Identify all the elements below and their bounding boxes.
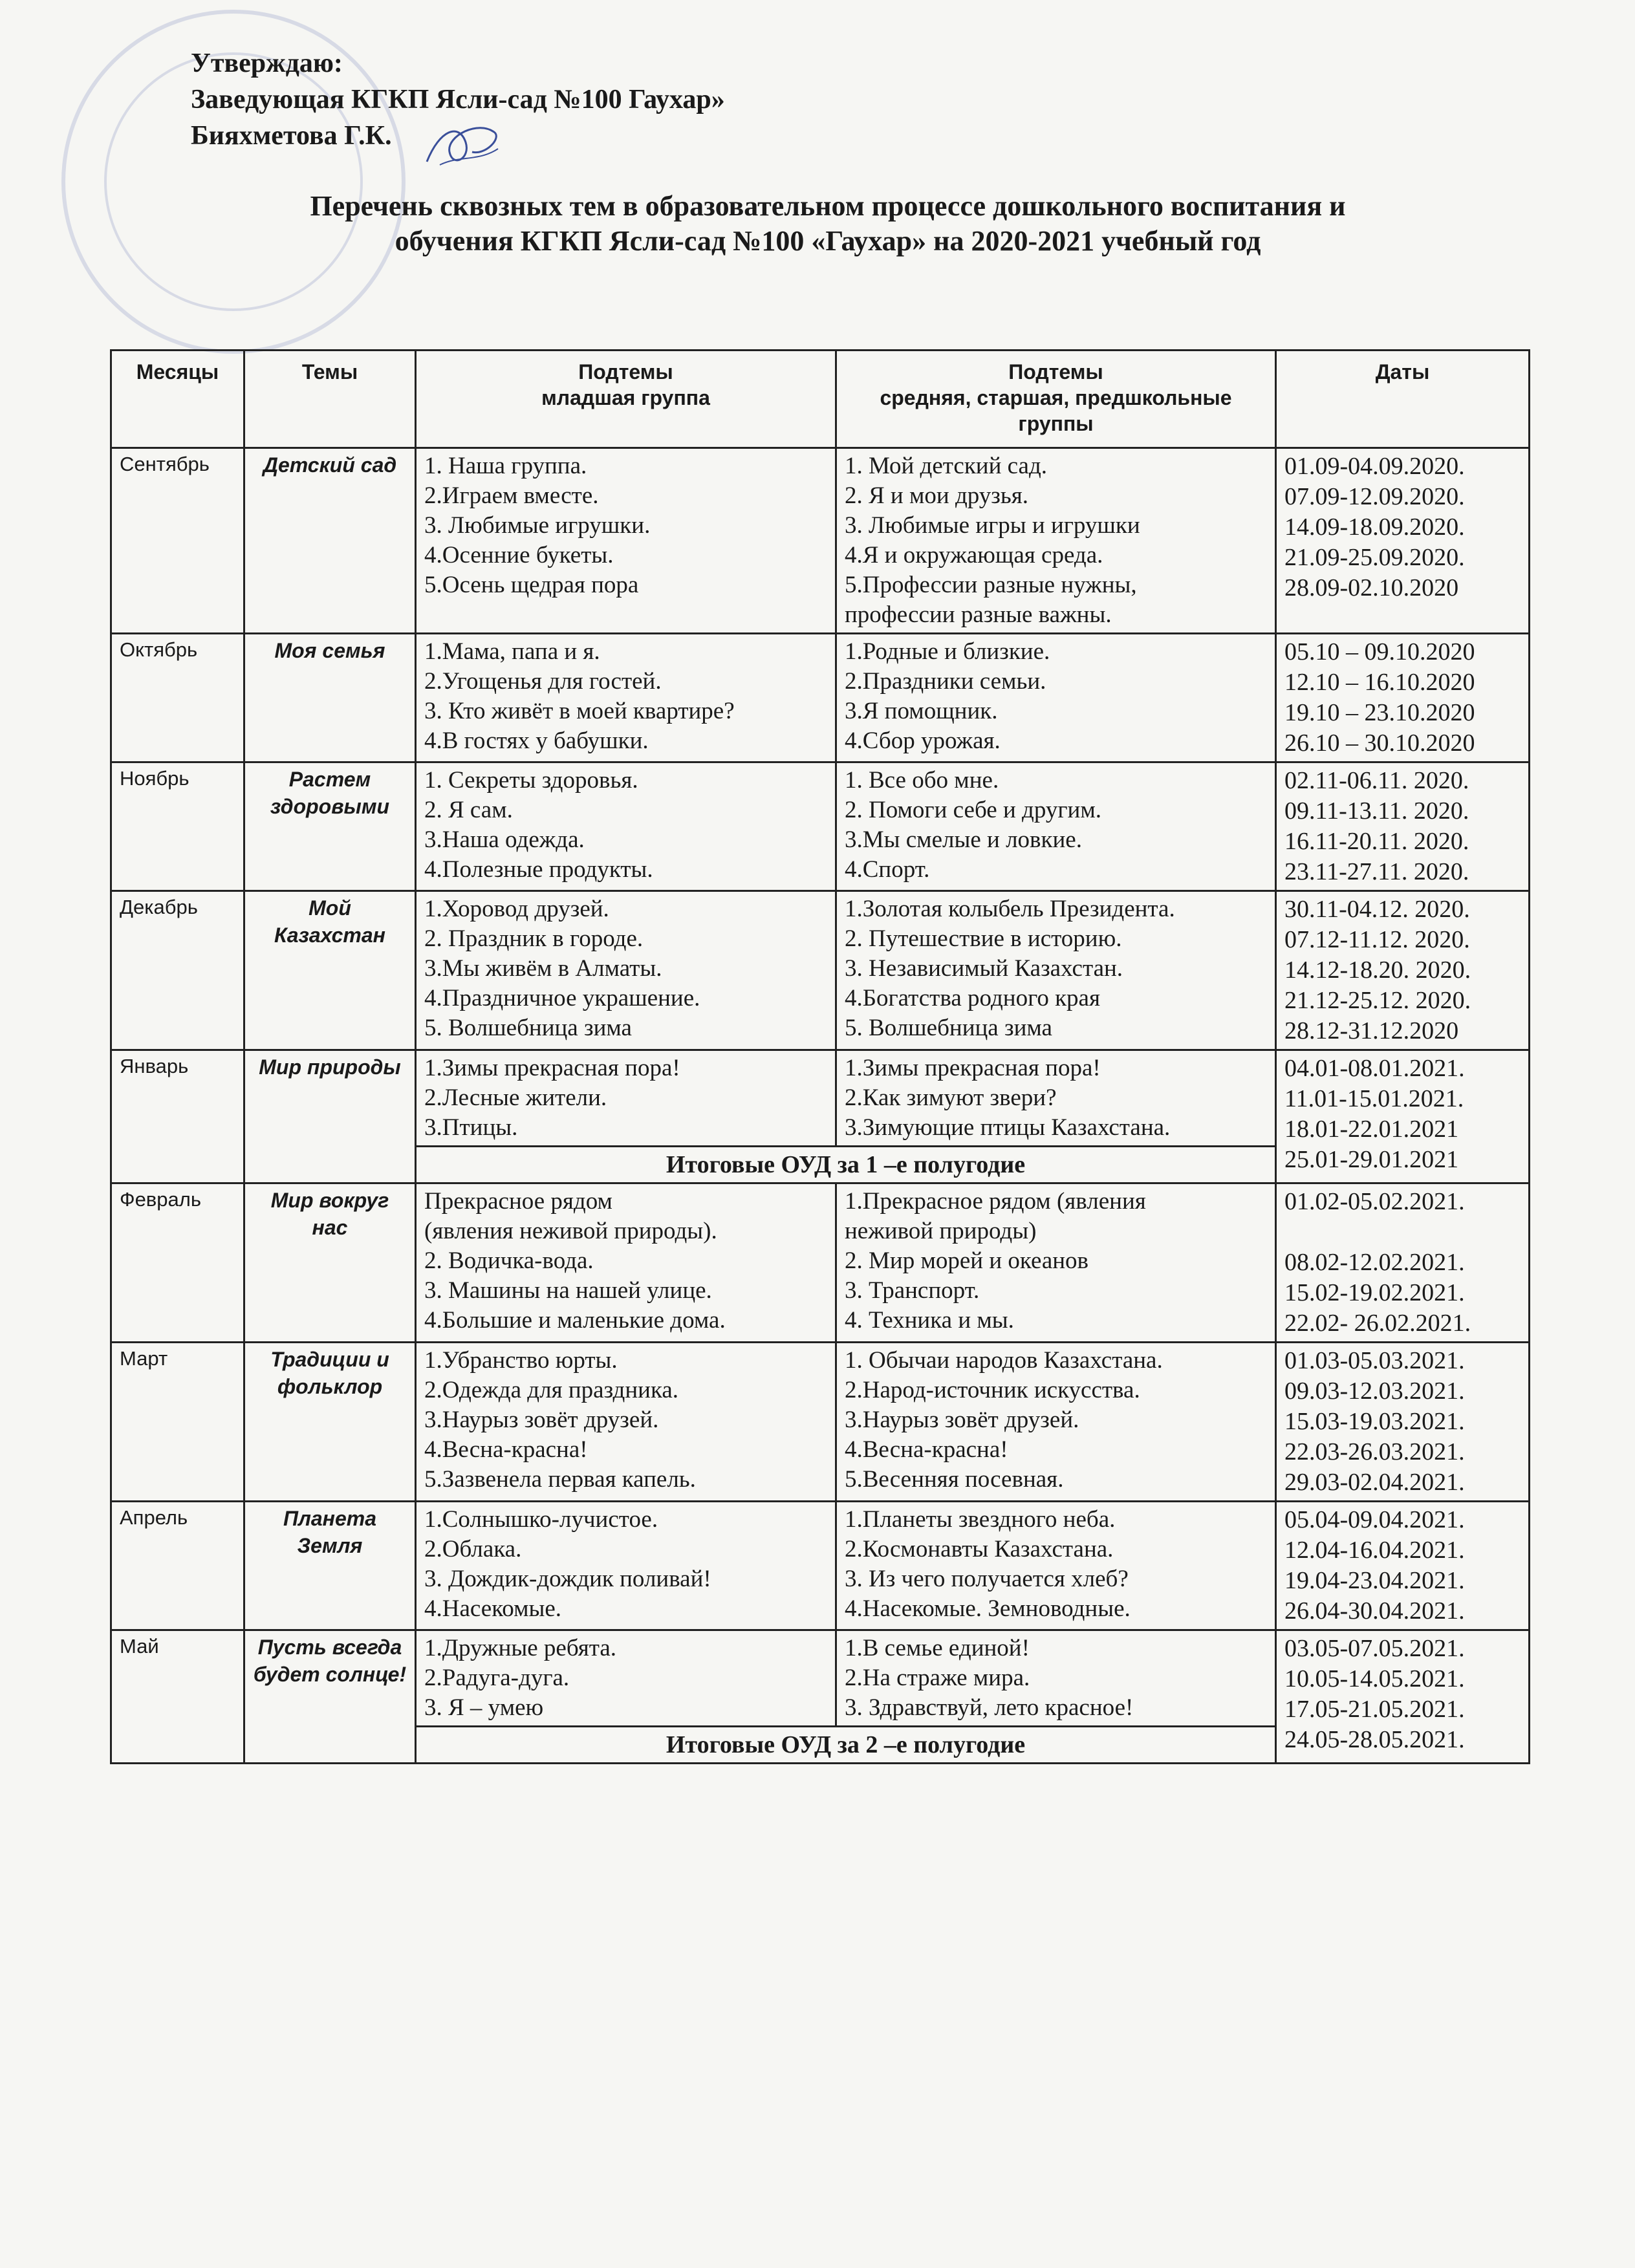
junior-subtopic: 2. Праздник в городе. <box>424 925 644 952</box>
junior-subtopic: 2.Облака. <box>424 1536 522 1562</box>
dates-cell <box>1276 1183 1530 1343</box>
date-range: 18.01-22.01.2021 <box>1284 1116 1459 1143</box>
senior-subtopic: 1. Все обо мне. <box>845 767 999 794</box>
junior-subtopic: 4.В гостях у бабушки. <box>424 728 649 754</box>
senior-subtopic: 2. Я и мои друзья. <box>845 482 1029 509</box>
junior-subtopic: 2. Я сам. <box>424 797 513 823</box>
table-row <box>111 1343 1530 1502</box>
junior-subtopic: 3. Любимые игрушки. <box>424 512 651 539</box>
date-range: 28.09-02.10.2020 <box>1284 574 1459 601</box>
senior-subtopic: 3.Зимующие птицы Казахстана. <box>845 1114 1171 1141</box>
header-senior-line-2: средняя, старшая, предшкольные группы <box>880 386 1232 435</box>
senior-subtopic: 5.Весенняя посевная. <box>845 1466 1064 1493</box>
junior-subtopics-cell <box>416 1050 836 1147</box>
junior-subtopic: 2. Водичка-вода. <box>424 1247 594 1274</box>
header-themes: Темы <box>244 351 416 448</box>
senior-subtopic: профессии разные важны. <box>845 601 1112 628</box>
junior-subtopic: 1.Мама, папа и я. <box>424 638 600 665</box>
date-range: 28.12-31.12.2020 <box>1284 1017 1459 1044</box>
junior-subtopic: 3. Кто живёт в моей квартире? <box>424 698 735 724</box>
senior-subtopic: 2.Космонавты Казахстана. <box>845 1536 1114 1562</box>
table-row <box>111 1050 1530 1147</box>
date-range: 05.04-09.04.2021. <box>1284 1506 1465 1533</box>
junior-subtopic: 5.Осень щедрая пора <box>424 572 639 598</box>
junior-subtopic: 4.Насекомые. <box>424 1595 562 1622</box>
junior-subtopic: 1.Убранство юрты. <box>424 1347 618 1374</box>
approve-line-1: Утверждаю: <box>191 49 343 78</box>
document-title <box>194 189 1462 259</box>
theme-cell: Моя семья <box>244 634 416 762</box>
senior-subtopics-cell <box>836 1183 1276 1343</box>
date-range: 05.10 – 09.10.2020 <box>1284 638 1475 665</box>
month-cell: Март <box>111 1343 244 1502</box>
theme-cell: Мир вокруг нас <box>244 1183 416 1343</box>
senior-subtopics-cell <box>836 1050 1276 1147</box>
date-range: 17.05-21.05.2021. <box>1284 1696 1465 1723</box>
senior-subtopics-cell <box>836 1343 1276 1502</box>
senior-subtopic: 2.Народ-источник искусства. <box>845 1377 1140 1403</box>
theme-cell: Традиции и фольклор <box>244 1343 416 1502</box>
junior-subtopic: 4.Весна-красна! <box>424 1436 588 1463</box>
month-cell: Январь <box>111 1050 244 1183</box>
date-range: 24.05-28.05.2021. <box>1284 1726 1465 1753</box>
date-range: 26.10 – 30.10.2020 <box>1284 729 1475 757</box>
dates-cell <box>1276 634 1530 762</box>
date-range: 07.12-11.12. 2020. <box>1284 926 1470 953</box>
table-row <box>111 1502 1530 1630</box>
date-range: 19.04-23.04.2021. <box>1284 1567 1465 1594</box>
table-row <box>111 634 1530 762</box>
junior-subtopics-cell <box>416 1183 836 1343</box>
junior-subtopic: (явления неживой природы). <box>424 1218 717 1244</box>
date-range: 01.09-04.09.2020. <box>1284 453 1465 480</box>
senior-subtopic: 1. Обычаи народов Казахстана. <box>845 1347 1163 1374</box>
junior-subtopic: 1. Секреты здоровья. <box>424 767 638 794</box>
senior-subtopics-cell <box>836 1502 1276 1630</box>
table-row <box>111 1630 1530 1727</box>
header-junior-line-1: Подтемы <box>578 360 673 383</box>
junior-subtopic: 3.Мы живём в Алматы. <box>424 955 662 982</box>
date-range: 16.11-20.11. 2020. <box>1284 828 1469 855</box>
date-range: 30.11-04.12. 2020. <box>1284 896 1470 923</box>
dates-cell <box>1276 1050 1530 1183</box>
table-row <box>111 1183 1530 1343</box>
senior-subtopic: 2. Путешествие в историю. <box>845 925 1122 952</box>
date-range: 12.04-16.04.2021. <box>1284 1537 1465 1564</box>
theme-cell: Мир природы <box>244 1050 416 1183</box>
senior-subtopic: 4.Богатства родного края <box>845 985 1100 1011</box>
date-range: 12.10 – 16.10.2020 <box>1284 669 1475 696</box>
senior-subtopic: неживой природы) <box>845 1218 1037 1244</box>
senior-subtopic: 3. Независимый Казахстан. <box>845 955 1123 982</box>
date-range: 09.03-12.03.2021. <box>1284 1377 1465 1405</box>
senior-subtopics-cell <box>836 762 1276 891</box>
junior-subtopic: 1.Солнышко-лучистое. <box>424 1506 658 1533</box>
junior-subtopics-cell <box>416 448 836 634</box>
date-range: 11.01-15.01.2021. <box>1284 1085 1464 1112</box>
header-junior <box>416 351 836 448</box>
month-cell: Ноябрь <box>111 762 244 891</box>
table-header-row <box>111 351 1530 448</box>
approve-line-3: Бияхметова Г.К. <box>191 121 392 151</box>
senior-subtopic: 3. Транспорт. <box>845 1277 980 1304</box>
senior-subtopic: 1.Планеты звездного неба. <box>845 1506 1116 1533</box>
senior-subtopics-cell <box>836 448 1276 634</box>
month-cell: Декабрь <box>111 891 244 1050</box>
junior-subtopic: 2.Играем вместе. <box>424 482 599 509</box>
date-range: 04.01-08.01.2021. <box>1284 1055 1465 1082</box>
approve-line-2: Заведующая КГКП Ясли-сад №100 Гаухар» <box>191 85 725 114</box>
table-row <box>111 448 1530 634</box>
junior-subtopic: 4.Праздничное украшение. <box>424 985 700 1011</box>
date-range: 22.03-26.03.2021. <box>1284 1438 1465 1465</box>
table-row <box>111 762 1530 891</box>
theme-cell: Пусть всегда будет солнце! <box>244 1630 416 1764</box>
date-range: 15.03-19.03.2021. <box>1284 1408 1465 1435</box>
theme-cell: Растем здоровыми <box>244 762 416 891</box>
date-range: 01.02-05.02.2021. <box>1284 1188 1465 1215</box>
senior-subtopic: 4. Техника и мы. <box>845 1307 1014 1334</box>
dates-cell <box>1276 762 1530 891</box>
date-range: 03.05-07.05.2021. <box>1284 1635 1465 1662</box>
junior-subtopic: 1.Дружные ребята. <box>424 1635 617 1661</box>
theme-cell: Детский сад <box>244 448 416 634</box>
senior-subtopic: 2.На страже мира. <box>845 1665 1030 1691</box>
date-range: 22.02- 26.02.2021. <box>1284 1310 1471 1337</box>
header-dates: Даты <box>1276 351 1530 448</box>
date-range: 26.04-30.04.2021. <box>1284 1597 1465 1625</box>
junior-subtopic: 5. Волшебница зима <box>424 1015 632 1041</box>
header-senior-line-1: Подтемы <box>1008 360 1103 383</box>
theme-cell: Мой Казахстан <box>244 891 416 1050</box>
title-line-1: Перечень сквозных тем в образовательном процессе дошкольного воспитания и <box>310 190 1346 222</box>
month-cell: Апрель <box>111 1502 244 1630</box>
senior-subtopic: 3. Любимые игры и игрушки <box>845 512 1140 539</box>
summary-cell: Итоговые ОУД за 2 –е полугодие <box>416 1727 1276 1764</box>
dates-cell <box>1276 448 1530 634</box>
junior-subtopic: 1. Наша группа. <box>424 453 587 479</box>
month-cell: Сентябрь <box>111 448 244 634</box>
month-cell: Май <box>111 1630 244 1764</box>
signature-icon <box>420 116 504 175</box>
dates-cell <box>1276 1343 1530 1502</box>
senior-subtopic: 4.Спорт. <box>845 856 930 883</box>
header-junior-line-2: младшая группа <box>541 386 710 409</box>
junior-subtopic: 1.Зимы прекрасная пора! <box>424 1055 680 1081</box>
junior-subtopic: 4.Большие и маленькие дома. <box>424 1307 726 1334</box>
header-months: Месяцы <box>111 351 244 448</box>
senior-subtopic: 3.Я помощник. <box>845 698 998 724</box>
senior-subtopic: 4.Сбор урожая. <box>845 728 1001 754</box>
junior-subtopic: 3.Наша одежда. <box>424 826 585 853</box>
date-range: 14.09-18.09.2020. <box>1284 513 1465 541</box>
date-range: 19.10 – 23.10.2020 <box>1284 699 1475 726</box>
month-cell: Февраль <box>111 1183 244 1343</box>
date-range: 02.11-06.11. 2020. <box>1284 767 1469 794</box>
senior-subtopic: 2.Как зимуют звери? <box>845 1085 1057 1111</box>
date-range: 21.09-25.09.2020. <box>1284 544 1465 571</box>
junior-subtopic: 3. Я – умею <box>424 1694 544 1721</box>
month-cell: Октябрь <box>111 634 244 762</box>
junior-subtopic: 3.Птицы. <box>424 1114 518 1141</box>
senior-subtopic: 5. Волшебница зима <box>845 1015 1052 1041</box>
senior-subtopic: 2.Праздники семьи. <box>845 668 1046 695</box>
senior-subtopic: 1. Мой детский сад. <box>845 453 1048 479</box>
senior-subtopic: 5.Профессии разные нужны, <box>845 572 1137 598</box>
senior-subtopic: 4.Я и окружающая среда. <box>845 542 1103 568</box>
senior-subtopic: 4.Весна-красна! <box>845 1436 1008 1463</box>
junior-subtopic: 2.Одежда для праздника. <box>424 1377 679 1403</box>
junior-subtopic: 3. Дождик-дождик поливай! <box>424 1566 711 1592</box>
senior-subtopic: 2. Мир морей и океанов <box>845 1247 1089 1274</box>
junior-subtopic: 3.Наурыз зовёт друзей. <box>424 1407 659 1433</box>
junior-subtopic: 2.Радуга-дуга. <box>424 1665 570 1691</box>
senior-subtopic: 3. Из чего получается хлеб? <box>845 1566 1129 1592</box>
senior-subtopic: 2. Помоги себе и другим. <box>845 797 1101 823</box>
junior-subtopic: 1.Хоровод друзей. <box>424 896 609 922</box>
date-range <box>1284 1217 1521 1247</box>
dates-cell <box>1276 891 1530 1050</box>
junior-subtopic: 2.Лесные жители. <box>424 1085 607 1111</box>
senior-subtopic: 1.Родные и близкие. <box>845 638 1050 665</box>
junior-subtopics-cell <box>416 1343 836 1502</box>
date-range: 29.03-02.04.2021. <box>1284 1469 1465 1496</box>
dates-cell <box>1276 1630 1530 1764</box>
junior-subtopic: 4.Осенние букеты. <box>424 542 614 568</box>
date-range: 23.11-27.11. 2020. <box>1284 858 1469 885</box>
senior-subtopic: 3.Мы смелые и ловкие. <box>845 826 1082 853</box>
junior-subtopic: 5.Зазвенела первая капель. <box>424 1466 696 1493</box>
junior-subtopic: 3. Машины на нашей улице. <box>424 1277 712 1304</box>
senior-subtopic: 3. Здравствуй, лето красное! <box>845 1694 1134 1721</box>
senior-subtopics-cell <box>836 634 1276 762</box>
date-range: 15.02-19.02.2021. <box>1284 1279 1465 1306</box>
junior-subtopic: 4.Полезные продукты. <box>424 856 653 883</box>
date-range: 01.03-05.03.2021. <box>1284 1347 1465 1374</box>
themes-table <box>110 349 1530 1764</box>
junior-subtopics-cell <box>416 891 836 1050</box>
senior-subtopics-cell <box>836 891 1276 1050</box>
date-range: 09.11-13.11. 2020. <box>1284 797 1469 825</box>
senior-subtopic: 4.Насекомые. Земноводные. <box>845 1595 1131 1622</box>
title-line-2: обучения КГКП Ясли-сад №100 «Гаухар» на 2020-2021 учебный год <box>395 225 1261 257</box>
summary-cell: Итоговые ОУД за 1 –е полугодие <box>416 1147 1276 1183</box>
theme-cell: Планета Земля <box>244 1502 416 1630</box>
junior-subtopics-cell <box>416 1630 836 1727</box>
date-range: 25.01-29.01.2021 <box>1284 1146 1459 1173</box>
junior-subtopics-cell <box>416 1502 836 1630</box>
date-range: 21.12-25.12. 2020. <box>1284 987 1471 1014</box>
senior-subtopic: 1.Золотая колыбель Президента. <box>845 896 1175 922</box>
date-range: 07.09-12.09.2020. <box>1284 483 1465 510</box>
date-range: 08.02-12.02.2021. <box>1284 1249 1465 1276</box>
senior-subtopic: 1.В семье единой! <box>845 1635 1030 1661</box>
table-row <box>111 891 1530 1050</box>
junior-subtopics-cell <box>416 634 836 762</box>
table-body <box>111 448 1530 1764</box>
date-range: 10.05-14.05.2021. <box>1284 1665 1465 1692</box>
header-senior <box>836 351 1276 448</box>
junior-subtopics-cell <box>416 762 836 891</box>
senior-subtopic: 3.Наурыз зовёт друзей. <box>845 1407 1079 1433</box>
junior-subtopic: Прекрасное рядом <box>424 1188 612 1215</box>
senior-subtopic: 1.Зимы прекрасная пора! <box>845 1055 1101 1081</box>
date-range: 14.12-18.20. 2020. <box>1284 956 1471 984</box>
senior-subtopics-cell <box>836 1630 1276 1727</box>
senior-subtopic: 1.Прекрасное рядом (явления <box>845 1188 1146 1215</box>
dates-cell <box>1276 1502 1530 1630</box>
junior-subtopic: 2.Угощенья для гостей. <box>424 668 662 695</box>
